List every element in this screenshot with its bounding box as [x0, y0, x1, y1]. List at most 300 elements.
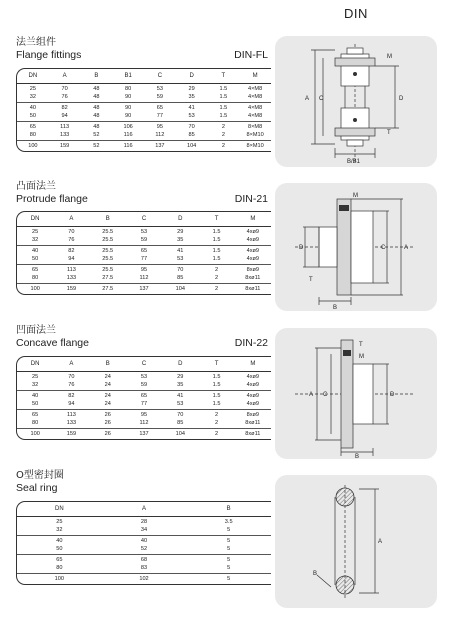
table-cell: 52: [93, 132, 100, 138]
table-row: [17, 373, 271, 381]
table-cell: 26: [104, 412, 111, 418]
dim-label-m: M: [387, 54, 392, 60]
table-cell: 25: [56, 519, 63, 525]
column-header: C: [141, 361, 147, 367]
table-row-group: [17, 265, 271, 284]
table-cell: 40: [140, 538, 148, 544]
table-row: [17, 545, 271, 553]
table-cell: 76: [68, 382, 75, 388]
table-cell: 137: [139, 431, 149, 437]
table-cell: 65: [32, 267, 39, 273]
table-cell: 137: [155, 143, 165, 149]
table-cell: 48: [93, 86, 100, 92]
table-cell: 94: [61, 113, 68, 119]
table-row-group: [17, 103, 271, 122]
table-row: [17, 255, 271, 263]
table-cell: 70: [68, 229, 75, 235]
dim-label-b: B: [313, 571, 318, 577]
table-cell: 4xø9: [246, 229, 260, 235]
table-cell: 80: [29, 132, 36, 138]
table-cell: 65: [56, 557, 63, 563]
table-cell: 4×M8: [248, 94, 263, 100]
table-cell: 8xø11: [245, 286, 261, 292]
bolt-hole-icon: [343, 350, 351, 356]
table-cell: 1.5: [212, 393, 221, 399]
table-cell: 113: [66, 267, 76, 273]
table-cell: 35: [177, 382, 184, 388]
table-cell: 40: [32, 393, 39, 399]
table-row: [17, 518, 271, 526]
table-row-group: [17, 410, 271, 429]
table-cell: 82: [68, 248, 75, 254]
table-row: [17, 112, 271, 120]
dim-label-t: T: [359, 342, 363, 348]
flange-fittings-drawing: [275, 36, 437, 167]
table-cell: 112: [155, 132, 165, 138]
dim-label-m: M: [353, 193, 358, 199]
dim-label-d: D: [399, 96, 404, 102]
table-row-group: [17, 122, 271, 141]
table-cell: 65: [140, 393, 148, 399]
column-header: DN: [30, 216, 40, 222]
table-cell: 83: [140, 565, 148, 571]
dim-label-a: A: [404, 245, 409, 251]
table-cell: 2: [214, 286, 219, 292]
table-cell: 53: [156, 86, 163, 92]
dim-label-d: D: [390, 392, 395, 398]
table-cell: 65: [29, 124, 36, 130]
table-cell: 53: [177, 256, 184, 262]
ring-section-icon: [336, 488, 354, 506]
table-header: [17, 212, 271, 227]
table-cell: 50: [32, 256, 39, 262]
table-cell: 90: [125, 105, 132, 111]
table-cell: 76: [68, 237, 75, 243]
table-cell: 40: [56, 538, 63, 544]
table-row: [17, 93, 271, 101]
table-cell: 5: [227, 546, 231, 552]
table-cell: 4×M8: [248, 105, 263, 111]
column-header: C: [141, 216, 147, 222]
column-header: B: [94, 73, 99, 79]
section-protrude-flange: [16, 181, 270, 292]
table-cell: 26: [104, 431, 111, 437]
table-row: [17, 247, 271, 255]
table-cell: 8xø9: [246, 412, 260, 418]
table-cell: 50: [32, 401, 39, 407]
table-cell: 4xø9: [246, 382, 260, 388]
column-header: DN: [55, 506, 64, 512]
table-cell: 41: [188, 105, 195, 111]
dim-label-d: D: [299, 245, 304, 251]
table-cell: 104: [175, 431, 185, 437]
table-row: [17, 285, 271, 293]
column-header: A: [142, 506, 147, 512]
section-title-cn: 凹面法兰: [16, 325, 56, 336]
table-cell: 4×M8: [248, 86, 263, 92]
table-row: [17, 430, 271, 438]
table-cell: 25: [29, 86, 36, 92]
gasket-icon: [353, 72, 357, 76]
table-cell: 2: [221, 132, 225, 138]
table-row-group: [17, 284, 271, 294]
table-cell: 1.5: [219, 94, 228, 100]
bolt-hole-icon: [339, 205, 349, 211]
column-header: A: [62, 73, 67, 79]
table-header: [17, 357, 271, 372]
table-cell: 80: [125, 86, 132, 92]
table-cell: 70: [188, 124, 195, 130]
table-row-group: [17, 555, 271, 574]
table-cell: 1.5: [212, 401, 221, 407]
column-header: B: [105, 216, 110, 222]
diagram-panel-concave-flange: [275, 328, 437, 459]
table-cell: 32: [29, 94, 36, 100]
table-cell: 112: [139, 420, 149, 426]
table-cell: 8xø11: [245, 275, 261, 281]
table-cell: 113: [66, 412, 76, 418]
table-cell: 28: [140, 519, 148, 525]
table-cell: 5: [227, 538, 231, 544]
table-cell: 32: [32, 382, 39, 388]
section-title-en: Flange fittings: [16, 49, 82, 61]
table-row: [17, 123, 271, 131]
spec-table: [16, 501, 271, 585]
table-cell: 27.5: [102, 286, 114, 292]
table-row-group: [17, 391, 271, 410]
table-row-group: [17, 574, 271, 584]
table-row-group: [17, 372, 271, 391]
section-concave-flange: [16, 325, 270, 437]
section-title-cn: O型密封圈: [16, 470, 64, 481]
table-cell: 100: [30, 431, 40, 437]
dim-label-b: B: [333, 305, 338, 311]
dim-label-b: B: [355, 454, 360, 459]
protrude-flange-drawing: [275, 183, 437, 311]
table-cell: 70: [177, 412, 184, 418]
gasket-icon: [353, 118, 357, 122]
table-cell: 26: [104, 420, 111, 426]
dim-label-b: B/B1: [347, 159, 361, 165]
table-row: [17, 228, 271, 236]
table-cell: 1.5: [219, 113, 228, 119]
brand-label: DIN: [344, 6, 368, 21]
table-cell: 27.5: [102, 275, 114, 281]
table-cell: 52: [140, 546, 148, 552]
table-cell: 159: [66, 431, 77, 437]
table-cell: 32: [56, 527, 63, 533]
table-cell: 4xø9: [246, 401, 260, 407]
section-title-en: Protrude flange: [16, 193, 88, 205]
table-cell: 8xø11: [245, 420, 261, 426]
column-header: M: [250, 361, 256, 367]
section-code: DIN-21: [234, 193, 268, 205]
table-cell: 2: [221, 143, 225, 149]
table-cell: 40: [32, 248, 39, 254]
table-row: [17, 575, 271, 583]
table-cell: 2: [221, 124, 225, 130]
table-cell: 2: [214, 431, 219, 437]
table-cell: 80: [32, 275, 39, 281]
table-cell: 8xø11: [245, 431, 261, 437]
table-cell: 35: [188, 94, 195, 100]
table-cell: 48: [93, 105, 100, 111]
table-cell: 5: [227, 557, 231, 563]
section-seal-ring: [16, 470, 270, 582]
table-cell: 25.5: [102, 237, 114, 243]
table-cell: 29: [177, 374, 184, 380]
table-cell: 100: [30, 286, 40, 292]
table-row: [17, 131, 271, 139]
table-cell: 76: [61, 94, 68, 100]
table-cell: 25.5: [102, 248, 114, 254]
table-cell: 25: [32, 374, 39, 380]
table-row: [17, 274, 271, 282]
table-cell: 1.5: [212, 248, 221, 254]
table-cell: 2: [214, 420, 219, 426]
table-cell: 53: [188, 113, 195, 119]
dim-label-c: C: [381, 245, 386, 251]
table-cell: 100: [54, 576, 64, 582]
table-cell: 8×M10: [246, 132, 264, 138]
table-cell: 1.5: [212, 256, 221, 262]
table-row-group: [17, 429, 271, 439]
table-cell: 112: [139, 275, 149, 281]
table-cell: 85: [177, 420, 184, 426]
table-cell: 1.5: [219, 86, 228, 92]
diagram-panel-flange-fittings: [275, 36, 437, 167]
table-cell: 25: [32, 229, 39, 235]
diagram-panel-seal-ring: [275, 475, 437, 608]
table-cell: 77: [140, 401, 148, 407]
column-header: DN: [28, 73, 38, 79]
table-cell: 59: [140, 237, 148, 243]
table-cell: 102: [139, 576, 149, 582]
column-header: T: [221, 73, 226, 79]
table-cell: 82: [68, 393, 75, 399]
table-cell: 4×M8: [248, 113, 263, 119]
table-cell: 5: [227, 527, 231, 533]
section-title-en: Seal ring: [16, 482, 58, 494]
column-header: A: [69, 361, 74, 367]
section-title-cn: 法兰组件: [16, 37, 56, 48]
table-row: [17, 381, 271, 389]
table-cell: 1.5: [212, 237, 221, 243]
table-cell: 40: [29, 105, 36, 111]
table-cell: 48: [93, 124, 100, 130]
table-row: [17, 85, 271, 93]
table-row: [17, 419, 271, 427]
table-cell: 133: [59, 132, 70, 138]
table-cell: 5: [227, 565, 231, 571]
table-row-group: [17, 227, 271, 246]
diagram-panel-protrude-flange: [275, 183, 437, 311]
table-row: [17, 537, 271, 545]
table-cell: 24: [104, 374, 111, 380]
table-cell: 4xø9: [246, 256, 260, 262]
table-cell: 90: [125, 94, 132, 100]
column-header: T: [214, 361, 219, 367]
table-row: [17, 564, 271, 572]
table-cell: 1.5: [212, 229, 221, 235]
table-cell: 52: [93, 143, 100, 149]
column-header: B: [226, 506, 231, 512]
section-code: DIN-FL: [234, 49, 268, 61]
table-row: [17, 556, 271, 564]
table-cell: 5: [227, 576, 231, 582]
table-cell: 48: [93, 94, 100, 100]
table-cell: 25.5: [102, 267, 114, 273]
table-cell: 137: [139, 286, 149, 292]
column-header: M: [250, 216, 256, 222]
column-header: T: [214, 216, 219, 222]
table-cell: 116: [123, 132, 133, 138]
table-cell: 48: [93, 113, 100, 119]
dim-label-t: T: [387, 130, 391, 136]
column-header: B: [105, 361, 110, 367]
table-cell: 2: [214, 412, 219, 418]
dim-label-a: A: [305, 96, 310, 102]
spec-table: [16, 211, 271, 295]
table-cell: 70: [68, 374, 75, 380]
table-cell: 80: [32, 420, 39, 426]
table-cell: 24: [104, 393, 111, 399]
table-cell: 113: [60, 124, 70, 130]
table-cell: 53: [140, 374, 148, 380]
table-cell: 104: [186, 143, 197, 149]
section-flange-fittings: [16, 37, 270, 149]
table-row-group: [17, 536, 271, 555]
section-title-en: Concave flange: [16, 337, 89, 349]
table-row: [17, 142, 271, 150]
table-cell: 25.5: [102, 256, 114, 262]
table-cell: 35: [177, 237, 184, 243]
table-cell: 53: [177, 401, 184, 407]
table-cell: 29: [177, 229, 184, 235]
table-cell: 68: [140, 557, 148, 563]
table-cell: 90: [125, 113, 132, 119]
table-cell: 70: [61, 86, 68, 92]
table-cell: 106: [123, 124, 133, 130]
table-row-group: [17, 246, 271, 265]
spec-table: [16, 68, 271, 152]
table-row: [17, 266, 271, 274]
table-cell: 95: [156, 124, 163, 130]
table-cell: 116: [123, 143, 133, 149]
table-cell: 32: [32, 237, 39, 243]
table-cell: 95: [140, 412, 148, 418]
table-cell: 3.5: [224, 519, 233, 525]
table-cell: 29: [188, 86, 195, 92]
table-row: [17, 400, 271, 408]
table-cell: 41: [177, 248, 184, 254]
spec-table: [16, 356, 271, 440]
column-header: D: [189, 73, 194, 79]
table-cell: 77: [156, 113, 163, 119]
table-cell: 159: [59, 143, 70, 149]
table-cell: 65: [156, 105, 163, 111]
table-cell: 4xø9: [246, 248, 260, 254]
table-cell: 2: [214, 275, 219, 281]
table-cell: 133: [66, 420, 77, 426]
table-cell: 85: [177, 275, 184, 281]
table-cell: 70: [177, 267, 184, 273]
column-header: D: [178, 361, 183, 367]
table-cell: 24: [104, 401, 111, 407]
seal-ring-drawing: [275, 475, 437, 608]
table-cell: 4xø9: [246, 374, 260, 380]
table-row-group: [17, 84, 271, 103]
table-cell: 1.5: [212, 382, 221, 388]
table-cell: 50: [56, 546, 63, 552]
table-cell: 8×M10: [246, 143, 264, 149]
table-cell: 59: [140, 382, 148, 388]
column-header: B1: [124, 73, 132, 79]
table-cell: 133: [66, 275, 77, 281]
table-row: [17, 104, 271, 112]
table-cell: 4xø9: [246, 237, 260, 243]
concave-flange-drawing: [275, 328, 437, 459]
table-cell: 41: [177, 393, 184, 399]
dim-label-c: C: [319, 96, 324, 102]
dim-label-t: T: [309, 277, 313, 283]
table-cell: 50: [29, 113, 36, 119]
column-header: D: [178, 216, 183, 222]
section-code: DIN-22: [234, 337, 268, 349]
table-row-group: [17, 141, 271, 151]
table-cell: 59: [156, 94, 163, 100]
table-header: [17, 69, 271, 84]
table-row: [17, 411, 271, 419]
table-row: [17, 392, 271, 400]
column-header: C: [157, 73, 163, 79]
table-cell: 2: [214, 267, 219, 273]
table-cell: 95: [140, 267, 148, 273]
table-cell: 65: [32, 412, 39, 418]
table-cell: 94: [68, 401, 75, 407]
table-header: [17, 502, 271, 517]
table-cell: 8×M8: [248, 124, 263, 130]
table-cell: 159: [66, 286, 77, 292]
table-cell: 82: [61, 105, 68, 111]
table-cell: 25.5: [102, 229, 114, 235]
column-header: M: [252, 73, 258, 79]
table-cell: 53: [140, 229, 148, 235]
dim-label-a: A: [378, 539, 383, 545]
table-cell: 85: [188, 132, 195, 138]
table-cell: 24: [104, 382, 111, 388]
table-cell: 65: [140, 248, 148, 254]
ring-section-icon: [336, 576, 354, 594]
dim-label-a: A: [309, 392, 314, 398]
table-cell: 80: [56, 565, 63, 571]
table-cell: 94: [68, 256, 75, 262]
table-cell: 8xø9: [246, 267, 260, 273]
dim-label-m: M: [359, 354, 364, 360]
column-header: A: [69, 216, 74, 222]
table-row: [17, 526, 271, 534]
table-cell: 1.5: [219, 105, 228, 111]
table-cell: 104: [175, 286, 185, 292]
table-cell: 100: [28, 143, 38, 149]
table-cell: 1.5: [212, 374, 221, 380]
column-header: DN: [30, 361, 40, 367]
table-row: [17, 236, 271, 244]
table-cell: 4xø9: [246, 393, 260, 399]
section-title-cn: 凸面法兰: [16, 181, 56, 192]
table-cell: 77: [140, 256, 148, 262]
table-row-group: [17, 517, 271, 536]
